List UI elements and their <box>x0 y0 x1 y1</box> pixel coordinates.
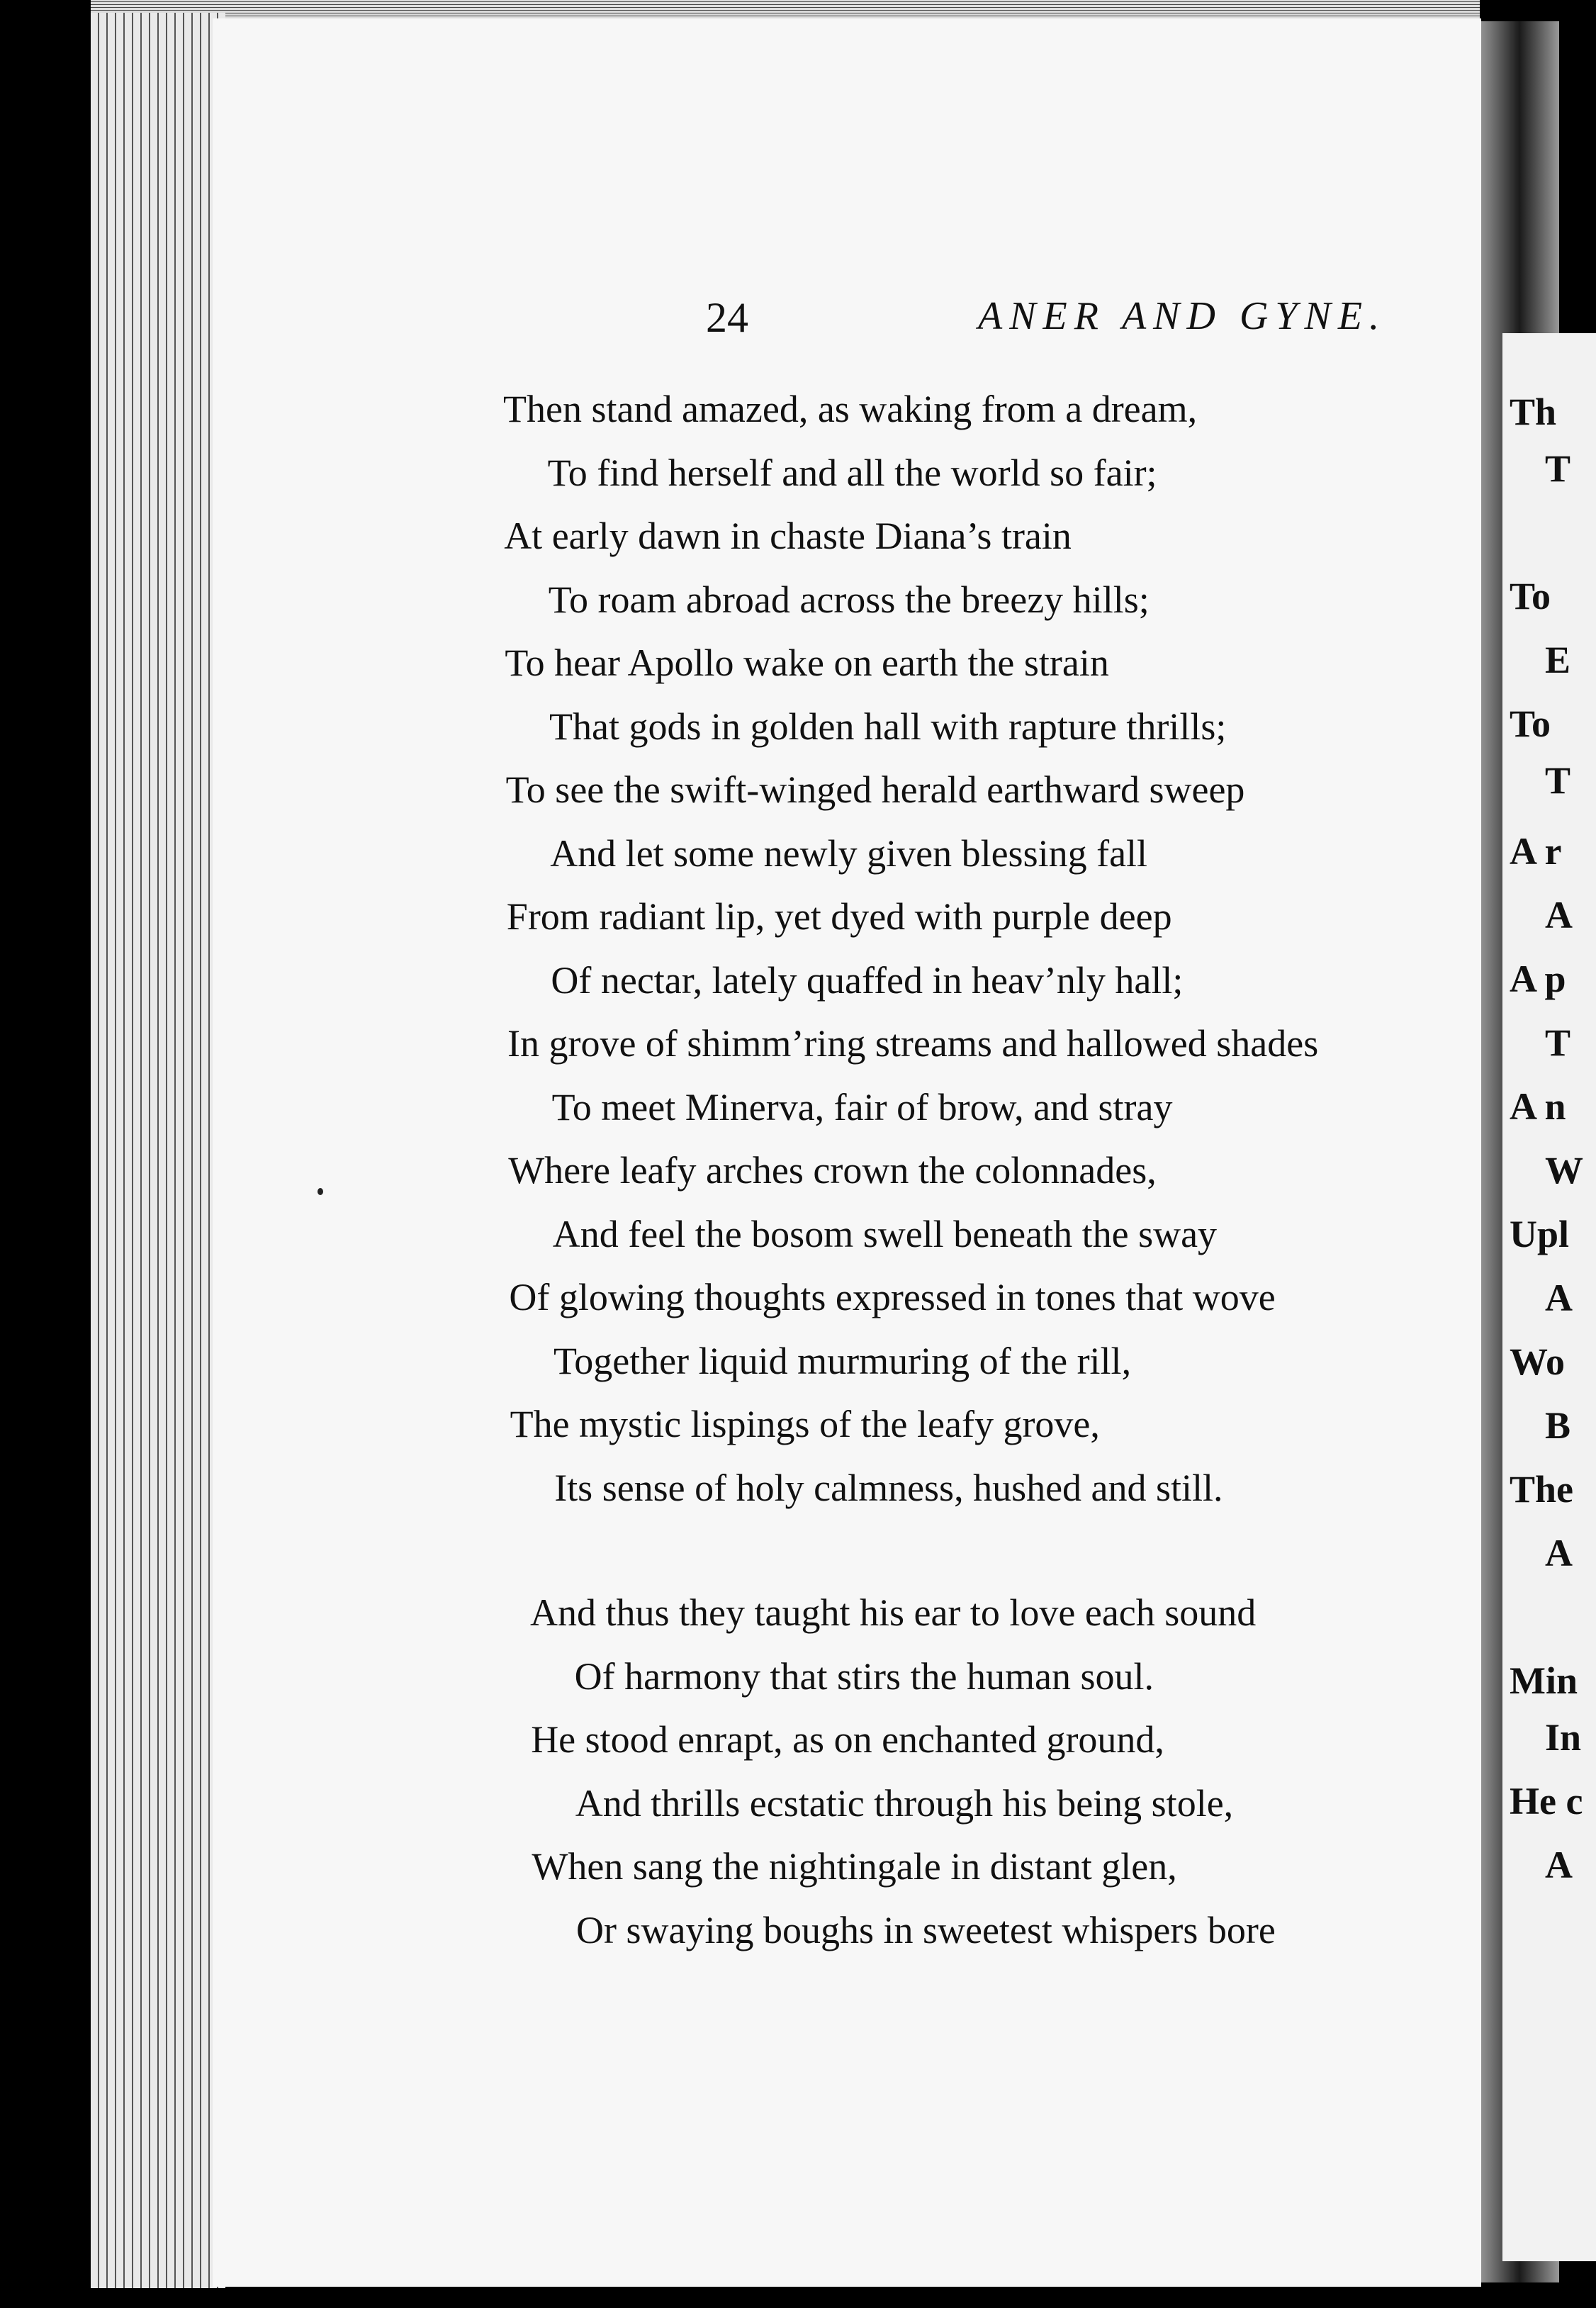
poem-line: And let some newly given blessing fall <box>550 831 1148 875</box>
poem-line: And feel the bosom swell beneath the sway <box>552 1212 1218 1255</box>
facing-page-fragment: W <box>1545 1149 1583 1192</box>
poem-line: From radiant lip, yet dyed with purple deep <box>506 895 1172 938</box>
book-page <box>213 18 1481 2287</box>
facing-page-fragment: T <box>1545 759 1571 802</box>
poem-line: To roam abroad across the breezy hills; <box>548 578 1150 621</box>
facing-page-fragment: T <box>1545 447 1571 490</box>
poem-line: To find herself and all the world so fair; <box>547 451 1157 494</box>
facing-page <box>1502 333 1596 2261</box>
facing-page-fragment: He c <box>1510 1780 1583 1822</box>
facing-page-fragment: Upl <box>1510 1213 1570 1255</box>
ink-speck <box>317 1188 323 1195</box>
facing-page-fragment: Th <box>1510 391 1557 433</box>
facing-page-fragment: To <box>1510 575 1551 617</box>
poem-line: Of nectar, lately quaffed in heav’nly hall; <box>551 958 1184 1002</box>
poem-line: Of harmony that stirs the human soul. <box>574 1654 1154 1698</box>
facing-page-fragment: T <box>1545 1021 1571 1064</box>
facing-page-fragment: A n <box>1510 1085 1566 1128</box>
poem-line: In grove of shimm’ring streams and hallowed shades <box>507 1022 1319 1065</box>
poem-line: To see the swift-winged herald earthward sweep <box>505 768 1245 811</box>
poem-line: Together liquid murmuring of the rill, <box>553 1339 1132 1382</box>
poem-line: He stood enrapt, as on enchanted ground, <box>531 1718 1164 1761</box>
poem-line: When sang the nightingale in distant glen, <box>532 1845 1177 1888</box>
facing-page-fragment: A <box>1545 1844 1573 1886</box>
facing-page-fragment: In <box>1545 1716 1582 1759</box>
poem-line: Where leafy arches crown the colonnades, <box>508 1149 1157 1192</box>
poem-line: To hear Apollo wake on earth the strain <box>505 642 1109 684</box>
facing-page-fragment: A r <box>1510 830 1562 873</box>
poem-line: And thrills ecstatic through his being stole, <box>575 1781 1234 1825</box>
facing-page-fragment: To <box>1510 702 1551 745</box>
facing-page-fragment: A <box>1545 1532 1573 1574</box>
poem-line: Its sense of holy calmness, hushed and still. <box>554 1466 1223 1509</box>
page-number: 24 <box>706 294 748 341</box>
poem-line: At early dawn in chaste Diana’s train <box>504 515 1072 557</box>
poem-line: The mystic lispings of the leafy grove, <box>510 1403 1100 1445</box>
poem-line: That gods in golden hall with rapture thrills; <box>549 705 1227 748</box>
page-header <box>213 293 1481 350</box>
facing-page-fragment: A p <box>1510 958 1566 1000</box>
facing-page-fragment: A <box>1545 1277 1573 1319</box>
facing-page-fragment: A <box>1545 894 1573 936</box>
poem-line: Of glowing thoughts expressed in tones that wove <box>509 1276 1276 1318</box>
poem-line: Then stand amazed, as waking from a dream, <box>503 388 1198 430</box>
running-title: ANER AND GYNE. <box>978 294 1387 338</box>
poem-line: To meet Minerva, fair of brow, and stray <box>551 1085 1173 1128</box>
page-stack-left-edge <box>91 13 225 2288</box>
facing-page-fragment: E <box>1545 639 1571 681</box>
facing-page-fragment: Min <box>1510 1659 1578 1702</box>
facing-page-fragment: Wo <box>1510 1340 1566 1383</box>
facing-page-fragment: The <box>1510 1468 1574 1511</box>
facing-page-fragment: B <box>1545 1404 1571 1447</box>
poem-line: And thus they taught his ear to love each sound <box>530 1591 1257 1634</box>
poem-line: Or swaying boughs in sweetest whispers bore <box>576 1908 1276 1951</box>
page-stack-top-edge <box>91 0 1480 18</box>
